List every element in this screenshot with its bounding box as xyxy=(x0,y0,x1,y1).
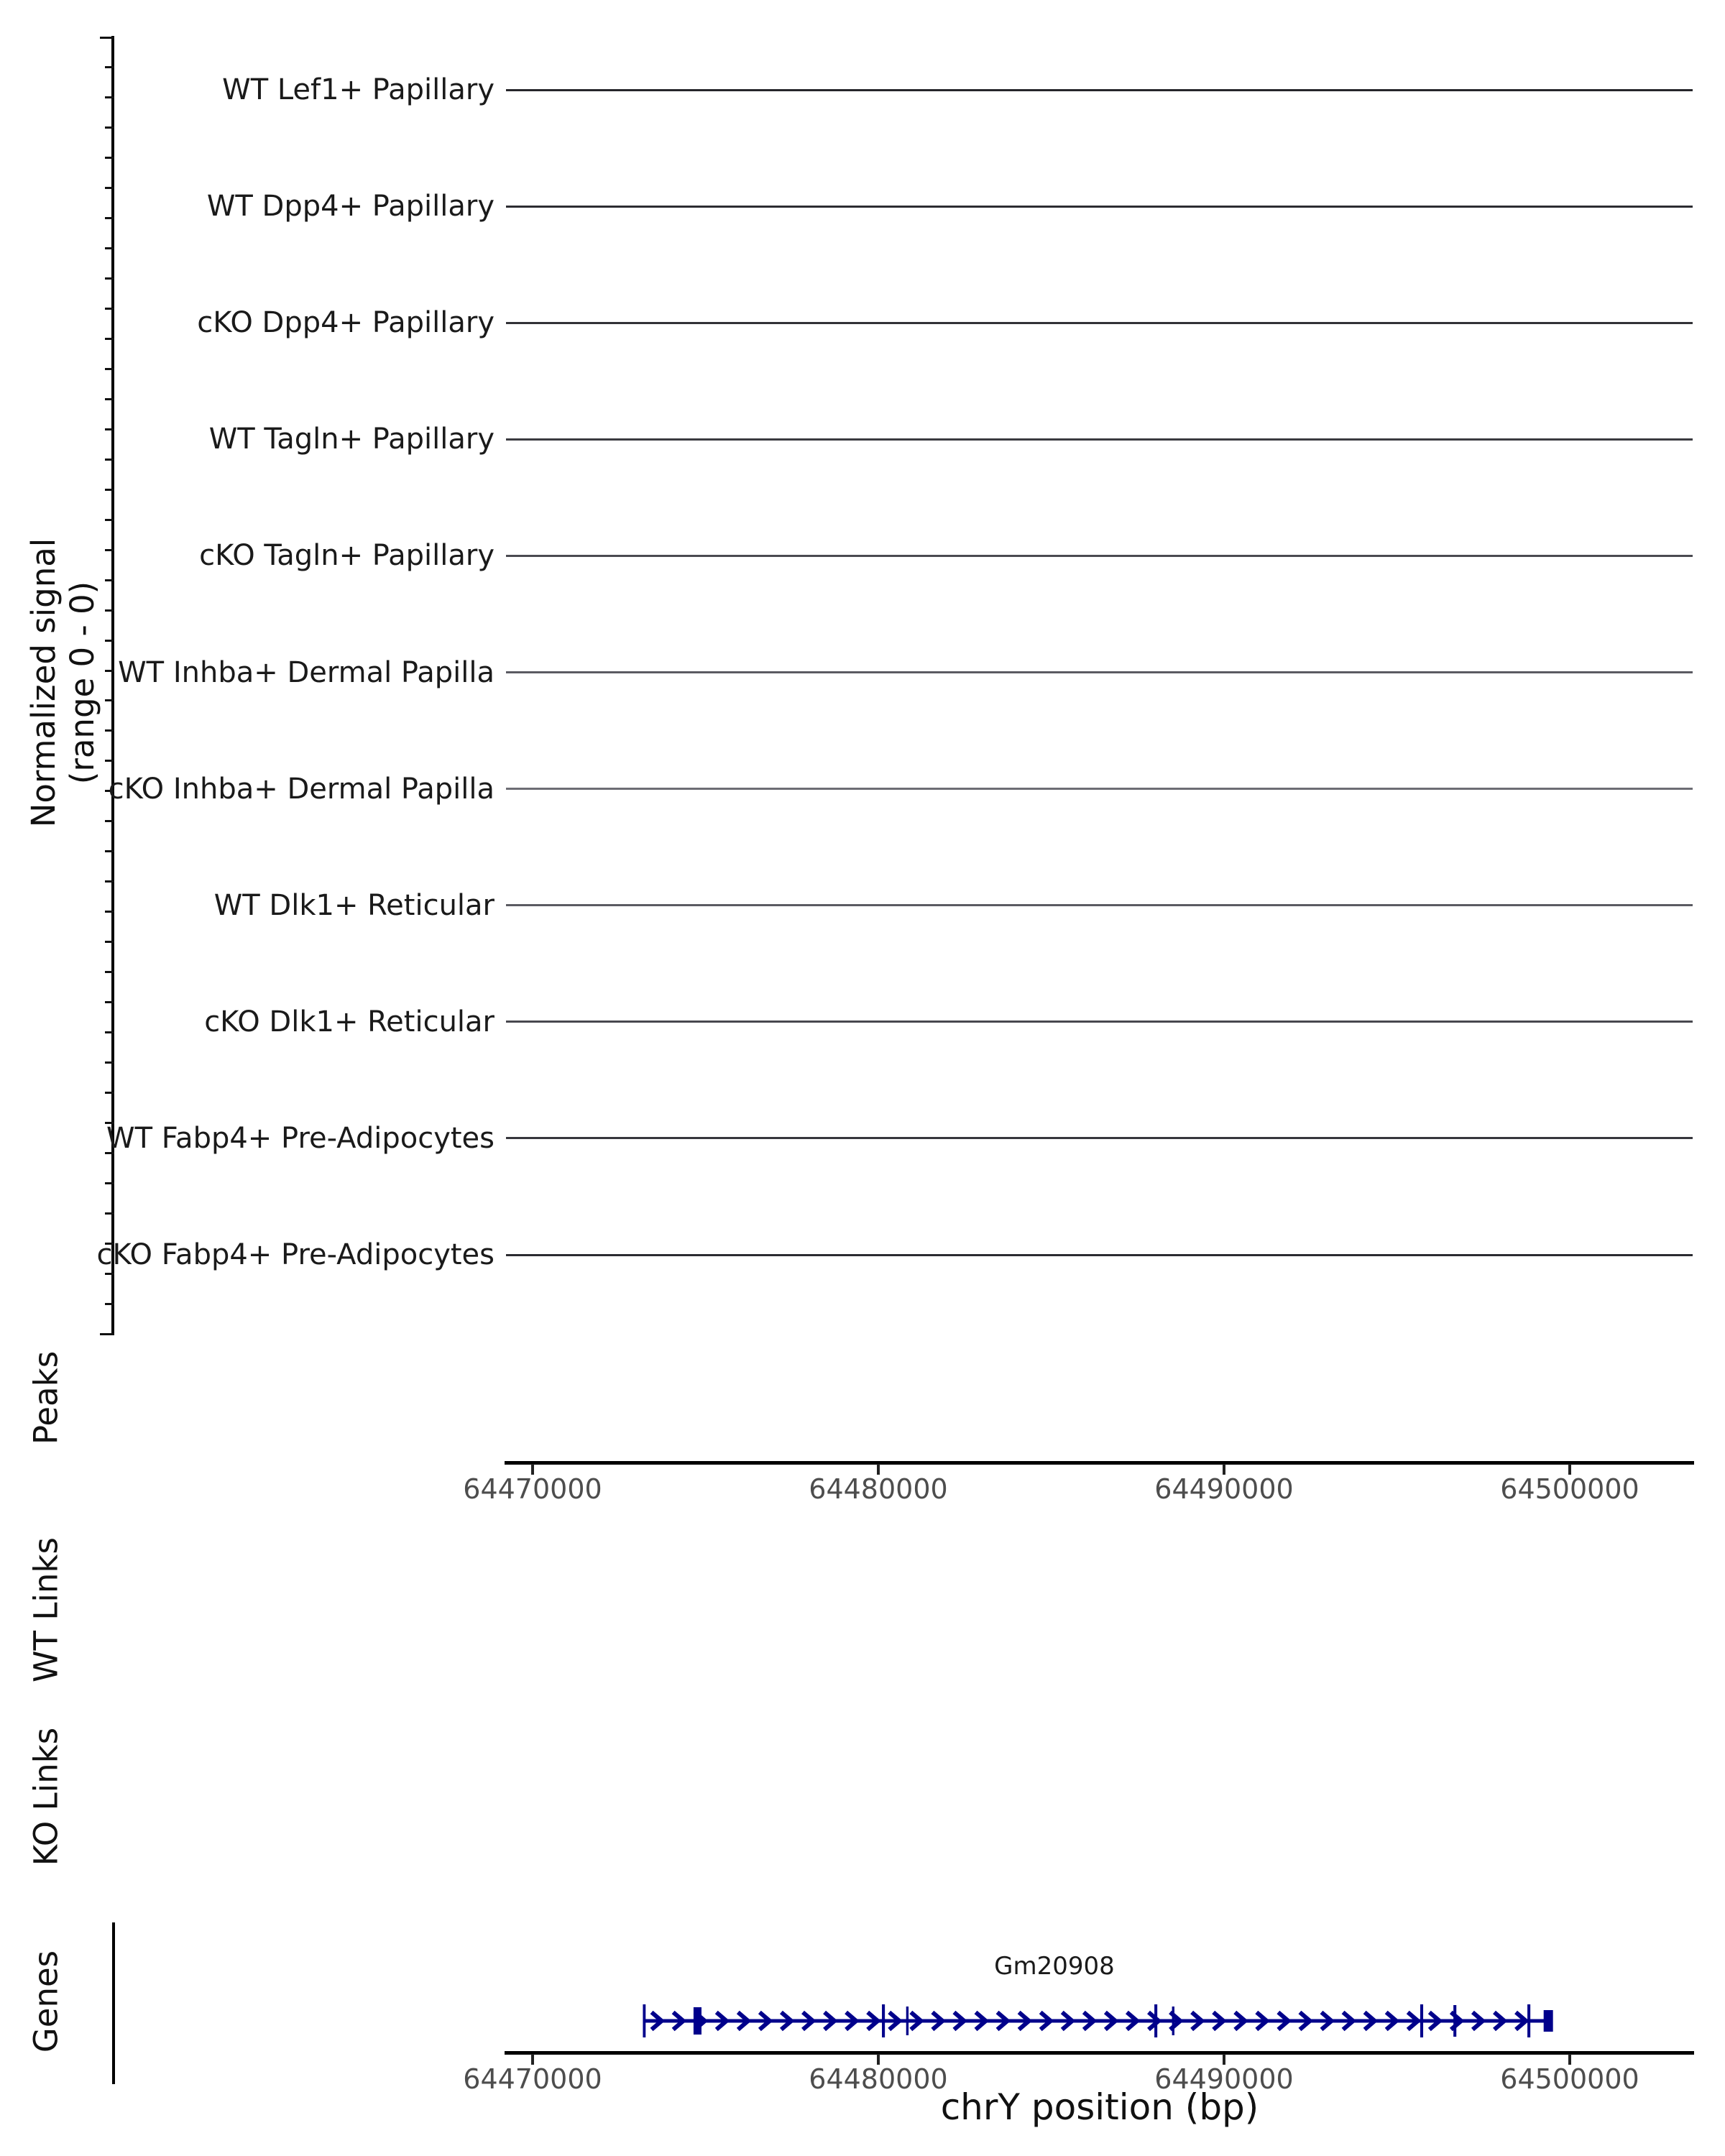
genome-axis-tick-label: 64480000 xyxy=(809,1473,948,1505)
section-label-ko-links: KO Links xyxy=(27,1727,65,1866)
genome-axis-tick-label: 64500000 xyxy=(1500,1473,1639,1505)
gene-exon-mark xyxy=(694,2007,702,2035)
signal-axis-label-line1: Normalized signal xyxy=(24,538,63,828)
track-label: cKO Fabp4+ Pre-Adipocytes xyxy=(96,1238,494,1271)
signal-axis-label-line2: (range 0 - 0) xyxy=(63,581,101,785)
track-label: cKO Dpp4+ Papillary xyxy=(197,306,494,340)
gene-name-label: Gm20908 xyxy=(994,1952,1115,1981)
gene-exon-mark xyxy=(906,2007,908,2035)
genome-axis-tick-label: 64490000 xyxy=(1154,2063,1294,2095)
gene-exon-mark xyxy=(1154,2004,1157,2037)
section-label-wt-links: WT Links xyxy=(27,1537,65,1682)
genome-axis-tick-label: 64470000 xyxy=(463,2063,602,2095)
track-label: cKO Inhba+ Dermal Papilla xyxy=(108,772,494,806)
track-label: cKO Dlk1+ Reticular xyxy=(204,1005,494,1038)
track-label: WT Inhba+ Dermal Papilla xyxy=(118,655,494,689)
genome-axis-tick-label: 64490000 xyxy=(1154,1473,1294,1505)
genome-axis-line xyxy=(505,2051,1694,2055)
gene-exon-mark xyxy=(1544,2010,1553,2032)
genome-axis-tick-label: 64480000 xyxy=(809,2063,948,2095)
genome-axis-tick-label: 64500000 xyxy=(1500,2063,1639,2095)
section-label-genes: Genes xyxy=(27,1950,65,2053)
gene-exon-mark xyxy=(882,2004,885,2037)
x-axis-title: chrY position (bp) xyxy=(940,2086,1259,2128)
genome-axis-tick-label: 64470000 xyxy=(463,1473,602,1505)
track-label: WT Tagln+ Papillary xyxy=(208,423,494,456)
gene-exon-mark xyxy=(1420,2004,1423,2037)
track-label: WT Lef1+ Papillary xyxy=(222,73,494,106)
track-label: cKO Tagln+ Papillary xyxy=(199,539,494,573)
gene-exon-mark xyxy=(1527,2004,1530,2037)
track-label: WT Dlk1+ Reticular xyxy=(213,888,494,922)
track-label: WT Dpp4+ Papillary xyxy=(206,190,494,224)
section-label-peaks: Peaks xyxy=(27,1350,65,1445)
gene-exon-mark xyxy=(1172,2007,1174,2035)
gene-exon-mark xyxy=(643,2004,645,2037)
track-label: WT Fabp4+ Pre-Adipocytes xyxy=(106,1121,494,1155)
gene-exon-mark xyxy=(1453,2005,1456,2037)
